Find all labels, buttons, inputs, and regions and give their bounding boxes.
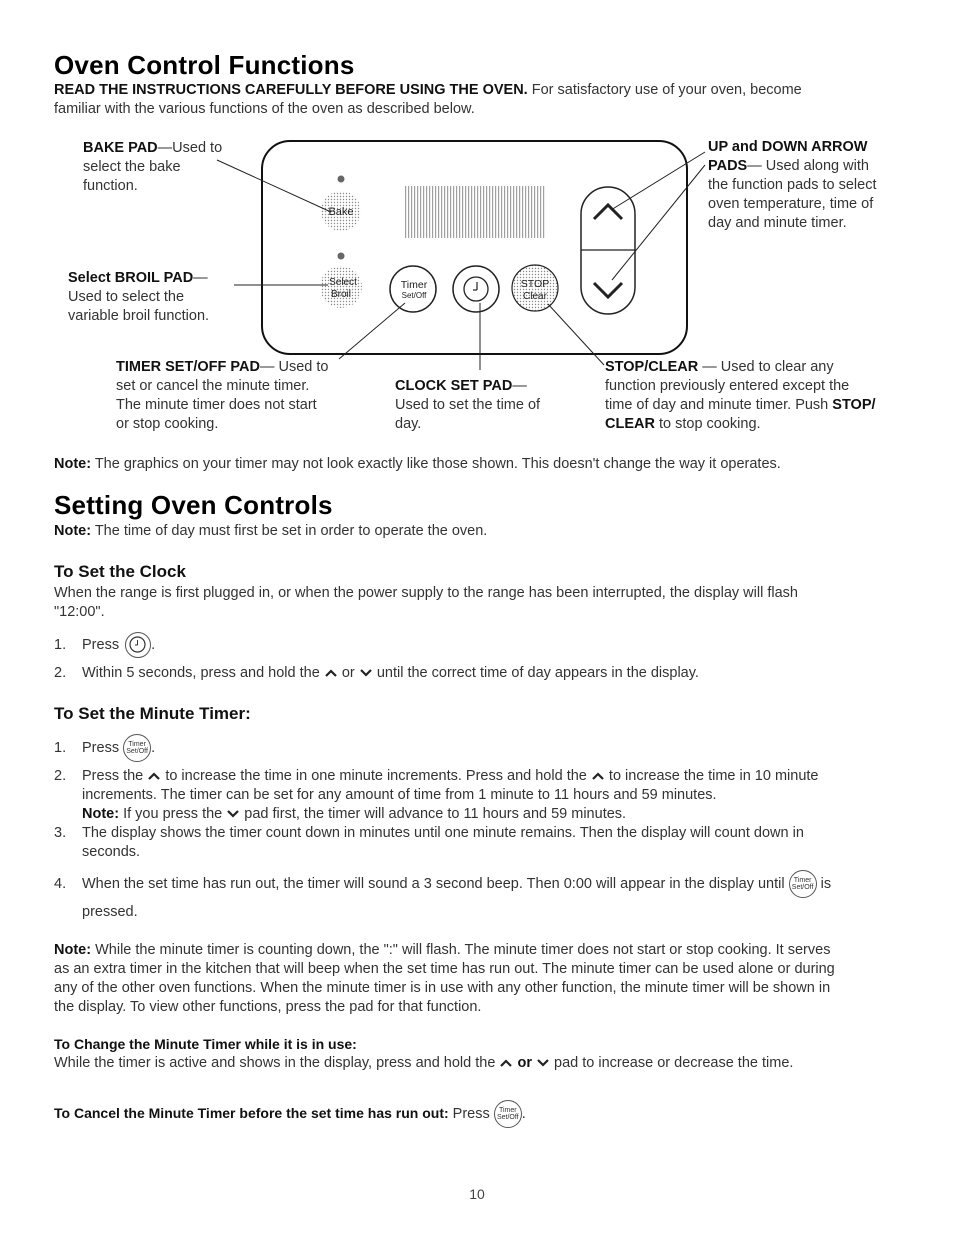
minute-timer-note-l4: the display. To view other functions, press the pad for that function. [54, 999, 482, 1015]
down-arrow-icon [359, 668, 373, 678]
bake-pad-bold: BAKE PAD [83, 140, 158, 156]
set-timer-step-2-num: 2. [54, 768, 67, 784]
clock-icon [464, 277, 488, 301]
bake-pad-l3: function. [83, 178, 138, 194]
up-arrow-button[interactable] [594, 205, 622, 219]
set-clock-heading: To Set the Clock [54, 562, 186, 581]
intro-bold: READ THE INSTRUCTIONS CAREFULLY BEFORE USING THE OVEN. [54, 82, 528, 98]
graphics-note-label: Note: [54, 456, 92, 472]
down-arrow-icon [594, 283, 622, 297]
set-timer-step-2-a: Press the [82, 768, 144, 784]
cancel-timer-heading: To Cancel the Minute Timer before the set time has run out: [54, 1105, 449, 1121]
down-arrow-button[interactable] [594, 283, 622, 297]
time-of-day-note-text: The time of day must first be set in order to operate the oven. [91, 523, 488, 539]
set-clock-step-1-text: Press [82, 637, 120, 653]
set-timer-step-2-d: increments. The timer can be set for any amount of time from 1 minute to 11 hours and 59 minutes. [82, 787, 717, 803]
set-clock-p1: When the range is first plugged in, or when the power supply to the range has been interrupted, the display will flash [54, 585, 798, 601]
broil-button[interactable] [320, 266, 362, 308]
set-timer-step-4 [54, 870, 934, 926]
panel-outline [262, 141, 687, 354]
set-clock-p2: "12:00". [54, 604, 105, 620]
bake-button[interactable] [321, 191, 361, 231]
stop-clear-callout [605, 358, 925, 434]
intro-rest-1: For satisfactory use of your oven, become [527, 82, 802, 98]
set-timer-step-1 [54, 733, 914, 763]
timer-pad-icon [123, 734, 151, 762]
stop-clear-l1: — Used to clear any [698, 359, 834, 375]
broil-indicator [338, 253, 345, 260]
set-timer-step-4-b: is [820, 876, 832, 892]
intro-rest-2: familiar with the various functions of the oven as described below. [54, 101, 475, 117]
change-timer-a: While the timer is active and shows in the display, press and hold the [54, 1055, 496, 1071]
stop-clear-l4b: to stop cooking. [654, 416, 761, 432]
timer-pad-l4: or stop cooking. [116, 416, 219, 432]
page-title: Oven Control Functions [54, 50, 355, 80]
stop-clear-l4a: CLEAR [605, 416, 655, 432]
timer-button[interactable] [390, 266, 436, 312]
up-arrow-icon [499, 1058, 513, 1068]
set-timer-heading: To Set the Minute Timer: [54, 704, 251, 723]
arrow-pads-bold-1: UP and DOWN ARROW [708, 139, 868, 155]
set-clock-step-2-c: until the correct time of day appears in the display. [376, 665, 699, 681]
stop-clear-l3a: time of day and minute timer. Push [605, 397, 833, 413]
graphics-note-text: The graphics on your timer may not look exactly like those shown. This doesn't change the way it operates. [91, 456, 781, 472]
change-timer-text [54, 1054, 934, 1073]
timer-button-label-1: Timer [400, 279, 428, 291]
down-arrow-icon [226, 809, 240, 819]
cancel-timer-end: . [521, 1106, 526, 1122]
clock-pad-icon [125, 632, 151, 658]
set-timer-step-4-a: When the set time has run out, the timer will sound a 3 second beep. Then 0:00 will appear in the display until [82, 876, 785, 892]
set-timer-step-3-a: The display shows the timer count down in minutes until one minute remains. Then the display will count down in [82, 825, 804, 841]
broil-button-label-2: Broil [330, 289, 352, 300]
bake-pad-l1: —Used to [157, 140, 223, 156]
set-timer-step-1-num: 1. [54, 740, 67, 756]
stop-clear-l2: function previously entered except the [605, 378, 850, 394]
time-of-day-note-label: Note: [54, 523, 92, 539]
set-timer-step-3-b: seconds. [82, 844, 141, 860]
set-timer-step-3 [54, 824, 934, 862]
arrow-pads-l5: day and minute timer. [708, 215, 847, 231]
set-clock-step-2-num: 2. [54, 665, 67, 681]
timer-button-label-2: Set/Off [401, 291, 427, 300]
set-timer-step-2 [54, 767, 934, 824]
set-clock-step-2-a: Within 5 seconds, press and hold the [82, 665, 320, 681]
clock-pad-dash: — [512, 378, 527, 394]
intro-paragraph [54, 81, 914, 119]
clock-pad-callout [395, 377, 585, 434]
stop-button-label-2: Clear [523, 291, 547, 302]
set-clock-step-1 [54, 630, 914, 660]
timer-pad-icon-label [124, 741, 150, 755]
timer-pad-icon-l2: Set/Off [791, 884, 814, 892]
up-arrow-icon [324, 668, 338, 678]
change-timer-or: or [517, 1055, 532, 1071]
timer-pad-icon-l1: Timer [793, 877, 812, 885]
set-clock-step-1-num: 1. [54, 637, 67, 653]
set-timer-step-4-c: pressed. [82, 904, 138, 921]
arrow-pads-l3: the function pads to select [708, 177, 877, 193]
minute-timer-note-l3: any of the other oven functions. When the minute timer is in use with any other function, the minute timer will be shown in [54, 980, 831, 996]
display-screen [405, 186, 545, 238]
change-timer-heading: To Change the Minute Timer while it is in use: [54, 1036, 357, 1052]
clock-pad-l2: Used to set the time of [395, 397, 541, 413]
set-timer-step-4-num: 4. [54, 876, 67, 892]
up-arrow-icon [147, 771, 161, 781]
stop-clear-l3b: STOP/ [832, 397, 876, 413]
bake-pad-l2: select the bake [83, 159, 181, 175]
broil-pad-l3: variable broil function. [68, 308, 210, 324]
set-timer-step-2-note-label: Note: [82, 806, 120, 822]
set-clock-paragraph [54, 584, 924, 622]
timer-pad-callout [116, 358, 366, 434]
graphics-note [54, 455, 934, 474]
stop-clear-bold: STOP/CLEAR [605, 359, 699, 375]
change-timer-b: pad to increase or decrease the time. [554, 1055, 794, 1071]
bake-button-label: Bake [328, 206, 354, 218]
cancel-timer-press: Press [448, 1106, 490, 1122]
timer-pad-icon-l1: Timer [128, 741, 146, 749]
broil-pad-bold: Select BROIL PAD [68, 270, 194, 286]
arrow-pads-callout [708, 138, 908, 233]
set-timer-step-1-end: . [151, 740, 156, 756]
clock-pad-bold: CLOCK SET PAD [395, 378, 513, 394]
section-title-setting-controls: Setting Oven Controls [54, 490, 333, 520]
broil-pad-dash: — [193, 270, 208, 286]
timer-pad-icon-l1: Timer [498, 1107, 517, 1115]
leader-lines [217, 152, 705, 370]
set-timer-step-2-c: to increase the time in 10 minute [608, 768, 819, 784]
timer-pad-l1: — Used to [259, 359, 329, 375]
set-timer-step-1-text: Press [82, 740, 120, 756]
timer-pad-l3: The minute timer does not start [116, 397, 317, 413]
arrow-pads-l2: — Used along with [747, 158, 869, 174]
set-clock-step-2 [54, 664, 934, 683]
arrow-pads-l4: oven temperature, time of [708, 196, 874, 212]
minute-timer-note [54, 941, 934, 1017]
timer-pad-icon-l2: Set/Off [126, 748, 148, 756]
stop-clear-button[interactable] [512, 265, 558, 311]
minute-timer-note-l1: While the minute timer is counting down, the ":" will flash. The minute timer does not start or stop cooking. It serves [91, 942, 831, 958]
down-arrow-icon [536, 1058, 550, 1068]
set-timer-step-2-note-a: If you press the [119, 806, 223, 822]
time-of-day-note [54, 522, 914, 541]
minute-timer-note-label: Note: [54, 942, 92, 958]
set-timer-step-2-b: to increase the time in one minute increments. Press and hold the [165, 768, 587, 784]
timer-pad-icon [789, 870, 817, 898]
up-arrow-icon [594, 205, 622, 219]
set-timer-step-3-num: 3. [54, 825, 67, 841]
set-timer-step-2-note-b: pad first, the timer will advance to 11 hours and 59 minutes. [244, 806, 627, 822]
set-clock-step-1-end: . [151, 637, 156, 653]
set-clock-step-2-or: or [341, 665, 355, 681]
timer-pad-icon [494, 1100, 522, 1128]
stop-button-label-1: STOP [520, 278, 550, 290]
page-number: 10 [469, 1186, 485, 1202]
broil-pad-l2: Used to select the [68, 289, 185, 305]
timer-pad-l2: set or cancel the minute timer. [116, 378, 310, 394]
cancel-timer-line [54, 1098, 934, 1129]
bake-pad-callout [83, 139, 253, 196]
broil-pad-callout [68, 269, 258, 326]
timer-pad-bold: TIMER SET/OFF PAD [116, 359, 260, 375]
clock-button[interactable] [453, 266, 499, 312]
timer-pad-icon-l2: Set/Off [496, 1114, 519, 1122]
broil-button-label-1: Select [329, 277, 357, 288]
bake-indicator [338, 176, 345, 183]
minute-timer-note-l2: as an extra timer in the kitchen that will beep when the set time has run out. The minute timer can be used alone or during [54, 961, 835, 977]
up-arrow-icon [591, 771, 605, 781]
clock-pad-l3: day. [395, 416, 422, 432]
arrow-pads-bold-2: PADS [708, 158, 748, 174]
